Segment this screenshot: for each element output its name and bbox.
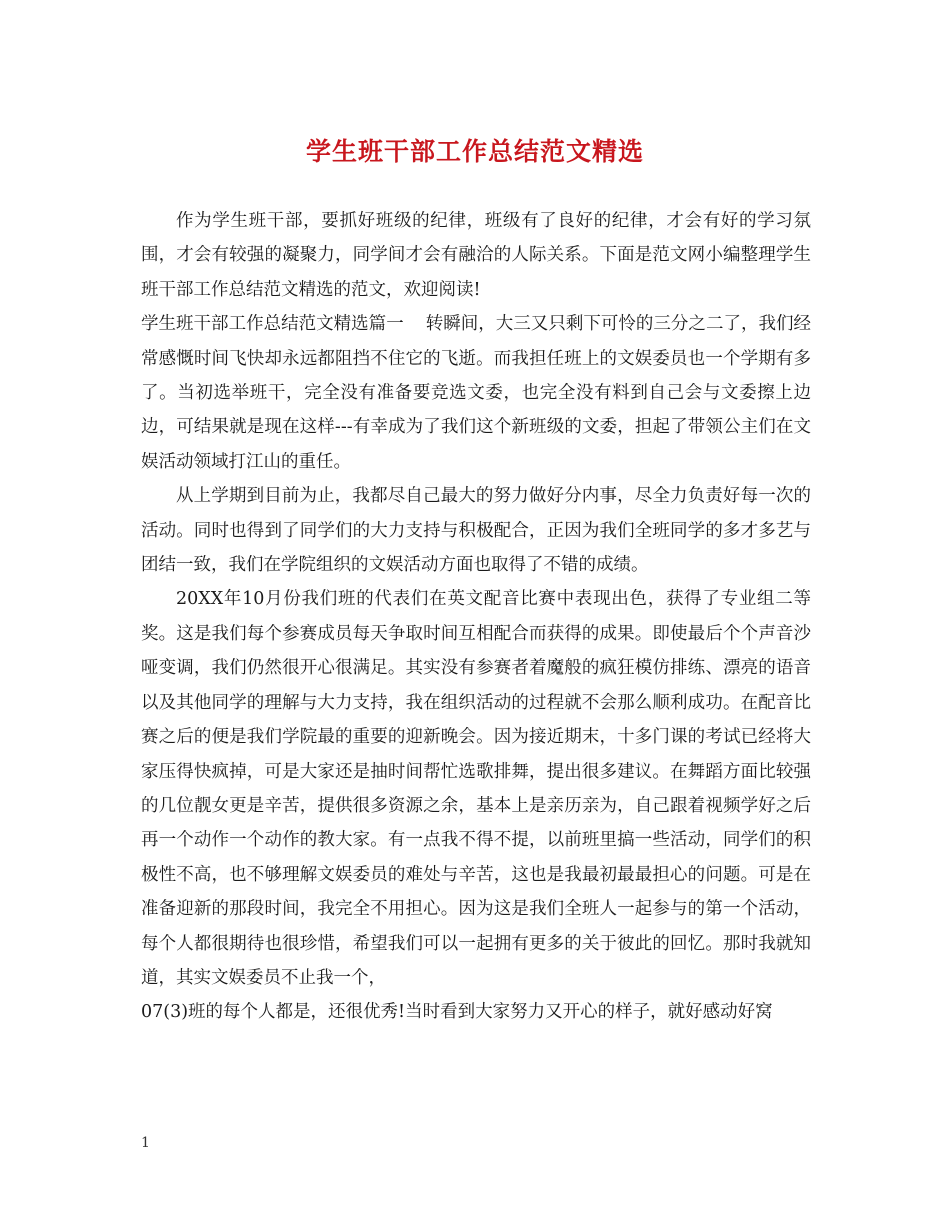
body-paragraph: 20XX年10月份我们班的代表们在英文配音比赛中表现出色，获得了专业组二等奖。这是我们每个参赛成员每天争取时间互相配合而获得的成果。即使最后个个声音沙哑变调，我们仍然很开心很满足。其实没有参赛者着魔般的疯狂模仿排练、漂亮的语音以及其他同学的理解与大力支持，我在组织活动的过程就不会那么顺利成功。在配音比赛之后的便是我们学院最的重要的迎新晚会。因为接近期末，十多门课的考试已经将大家压得快疯掉，可是大家还是抽时间帮忙选歌排舞，提出很多建议。在舞蹈方面比较强的几位靓女更是辛苦，提供很多资源之余，基本上是亲历亲为，自己跟着视频学好之后再一个动作一个动作的教大家。有一点我不得不提，以前班里搞一些活动，同学们的积极性不高，也不够理解文娱委员的难处与辛苦，这也是我最初最最担心的问题。可是在准备迎新的那段时间，我完全不用担心。因为这是我们全班人一起参与的第一个活动，每个人都很期待也很珍惜，希望我们可以一起拥有更多的关于彼此的回忆。那时我就知道，其实文娱委员不止我一个， xyxy=(141,589,811,988)
body-paragraph: 从上学期到目前为止，我都尽自己最大的努力做好分内事，尽全力负责好每一次的活动。同时也得到了同学们的大力支持与积极配合，正因为我们全班同学的多才多艺与团结一致，我们在学院组织的文娱活动方面也取得了不错的成绩。 xyxy=(141,486,811,576)
intro-paragraph: 作为学生班干部，要抓好班级的纪律，班级有了良好的纪律，才会有好的学习氛围，才会有较强的凝聚力，同学间才会有融洽的人际关系。下面是范文网小编整理学生班干部工作总结范文精选的范文，欢迎阅读! xyxy=(141,211,811,300)
document-title: 学生班干部工作总结范文精选 xyxy=(305,137,644,166)
document-body xyxy=(141,204,811,1030)
section-first-paragraph-text: 转瞬间，大三又只剩下可怜的三分之二了，我们经常感慨时间飞快却永远都阻挡不住它的飞逝。而我担任班上的文娱委员也一个学期有多了。当初选举班干，完全没有准备要竞选文委，也完全没有料到自己会与文委擦上边边，可结果就是现在这样---有幸成为了我们这个新班级的文委，担起了带领公主们在文娱活动领域打江山的重任。 xyxy=(141,314,812,472)
page-number: 1 xyxy=(141,1135,150,1151)
body-last-line: 07(3)班的每个人都是，还很优秀!当时看到大家努力又开心的样子，就好感动好窝 xyxy=(141,1002,773,1023)
section-heading: 学生班干部工作总结范文精选篇一 xyxy=(141,314,404,335)
section-first-paragraph xyxy=(141,307,811,479)
